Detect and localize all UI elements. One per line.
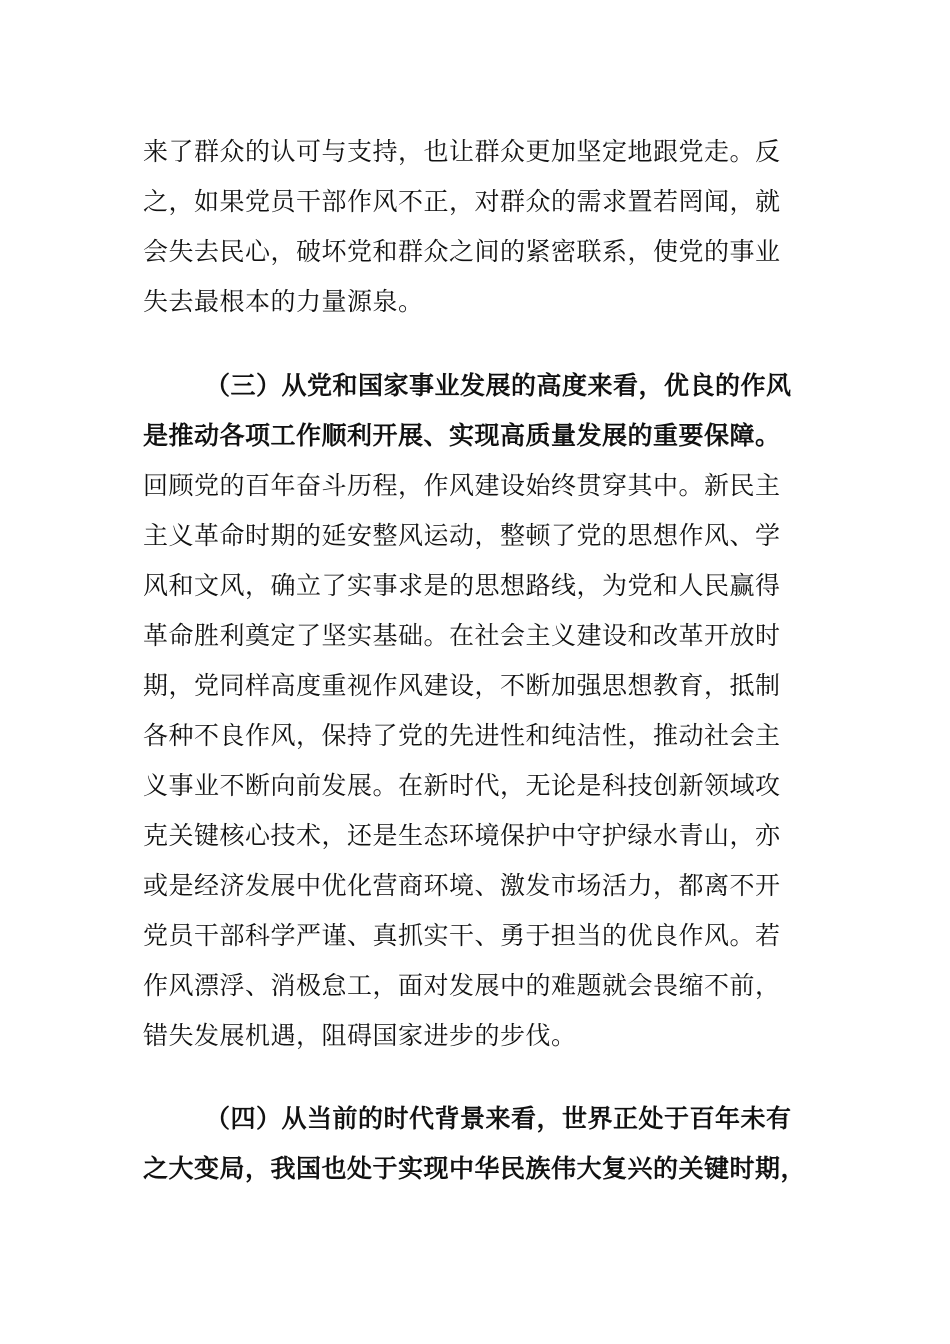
paragraph-3-line-1: 回顾党的百年奋斗历程，作风建设始终贯穿其中。新民主 — [143, 471, 781, 500]
section-heading-3-line-2: 是推动各项工作顺利开展、实现高质量发展的重要保障。 — [143, 421, 781, 450]
paragraph-3-line-5: 期，党同样高度重视作风建设，不断加强思想教育，抵制 — [143, 671, 781, 700]
section-heading-4-line-2: 之大变局，我国也处于实现中华民族伟大复兴的关键时期， — [143, 1154, 807, 1183]
paragraph-3-line-4: 革命胜利奠定了坚实基础。在社会主义建设和改革开放时 — [143, 621, 781, 650]
section-heading-3-line-1: （三）从党和国家事业发展的高度来看，优良的作风 — [205, 371, 792, 400]
paragraph-1-line-4: 失去最根本的力量源泉。 — [143, 287, 424, 316]
section-heading-4-line-1: （四）从当前的时代背景来看，世界正处于百年未有 — [205, 1104, 792, 1133]
paragraph-3-line-10: 党员干部科学严谨、真抓实干、勇于担当的优良作风。若 — [143, 921, 781, 950]
paragraph-3-line-12: 错失发展机遇，阻碍国家进步的步伐。 — [143, 1021, 577, 1050]
paragraph-3-line-9: 或是经济发展中优化营商环境、激发市场活力，都离不开 — [143, 871, 781, 900]
paragraph-1-line-1: 来了群众的认可与支持，也让群众更加坚定地跟党走。反 — [143, 137, 781, 166]
paragraph-1-line-3: 会失去民心，破坏党和群众之间的紧密联系，使党的事业 — [143, 237, 781, 266]
paragraph-3-line-8: 克关键核心技术，还是生态环境保护中守护绿水青山，亦 — [143, 821, 781, 850]
paragraph-1-line-2: 之，如果党员干部作风不正，对群众的需求置若罔闻，就 — [143, 187, 781, 216]
paragraph-3-line-7: 义事业不断向前发展。在新时代，无论是科技创新领域攻 — [143, 771, 781, 800]
paragraph-3-line-2: 主义革命时期的延安整风运动，整顿了党的思想作风、学 — [143, 521, 781, 550]
paragraph-3-line-11: 作风漂浮、消极怠工，面对发展中的难题就会畏缩不前， — [143, 971, 781, 1000]
paragraph-3-line-3: 风和文风，确立了实事求是的思想路线，为党和人民赢得 — [143, 571, 781, 600]
paragraph-3-line-6: 各种不良作风，保持了党的先进性和纯洁性，推动社会主 — [143, 721, 781, 750]
